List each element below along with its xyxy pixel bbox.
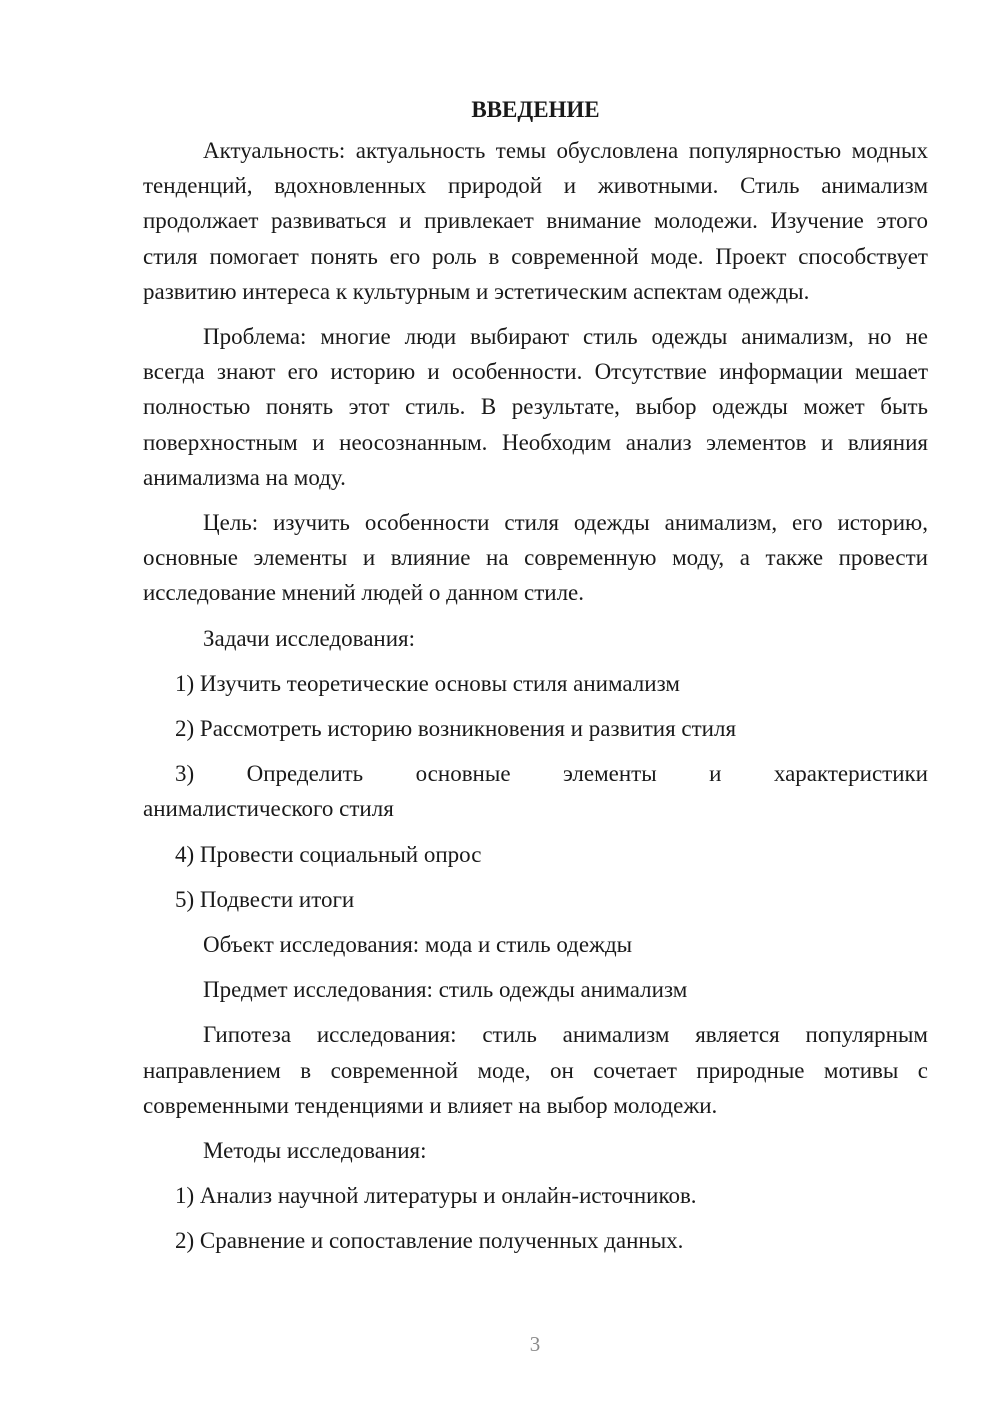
task-item-4: 4) Провести социальный опрос	[175, 841, 482, 867]
tasks-title: Задачи исследования:	[203, 625, 416, 651]
method-item-1: 1) Анализ научной литературы и онлайн-источников.	[175, 1183, 697, 1209]
document-page	[143, 92, 928, 1269]
task-item-3-first-line: 3) Определить основные элементы и характеристики	[175, 761, 928, 787]
task-item-5: 5) Подвести итоги	[175, 886, 355, 912]
relevance-paragraph: Актуальность: актуальность темы обусловлена популярностью модных тенденций, вдохновленных природой и животными. Стиль анимализм продолжает развиваться и привлекает внимание молодежи. Изучение этого стиля помогает понять его роль в современной моде. Проект способствует развитию интереса к культурным и эстетическим аспектам одежды.	[143, 138, 928, 304]
problem-paragraph: Проблема: многие люди выбирают стиль одежды анимализм, но не всегда знают его историю и особенности. Отсутствие информации мешает полностью понять этот стиль. В результате, выбор одежды может быть поверхностным и неосознанным. Необходим анализ элементов и влияния анимализма на моду.	[143, 324, 928, 490]
task-item-3-rest: анималистического стиля	[143, 796, 394, 822]
goal-paragraph: Цель: изучить особенности стиля одежды анимализм, его историю, основные элементы и влияние на современную моду, а также провести исследование мнений людей о данном стиле.	[143, 510, 928, 606]
page-number: 3	[529, 1332, 541, 1356]
task-item-3	[143, 756, 928, 826]
section-heading: ВВЕДЕНИЕ	[471, 97, 600, 122]
method-item-2: 2) Сравнение и сопоставление полученных данных.	[175, 1228, 684, 1254]
task-item-2: 2) Рассмотреть историю возникновения и развития стиля	[175, 716, 737, 742]
task-item-1: 1) Изучить теоретические основы стиля анимализм	[175, 670, 680, 696]
hypothesis-paragraph: Гипотеза исследования: стиль анимализм является популярным направлением в современной моде, он сочетает природные мотивы с современными тенденциями и влияет на выбор молодежи.	[143, 1022, 928, 1118]
methods-title: Методы исследования:	[203, 1138, 427, 1164]
research-object: Объект исследования: мода и стиль одежды	[203, 932, 633, 958]
research-subject: Предмет исследования: стиль одежды анимализм	[203, 977, 688, 1003]
